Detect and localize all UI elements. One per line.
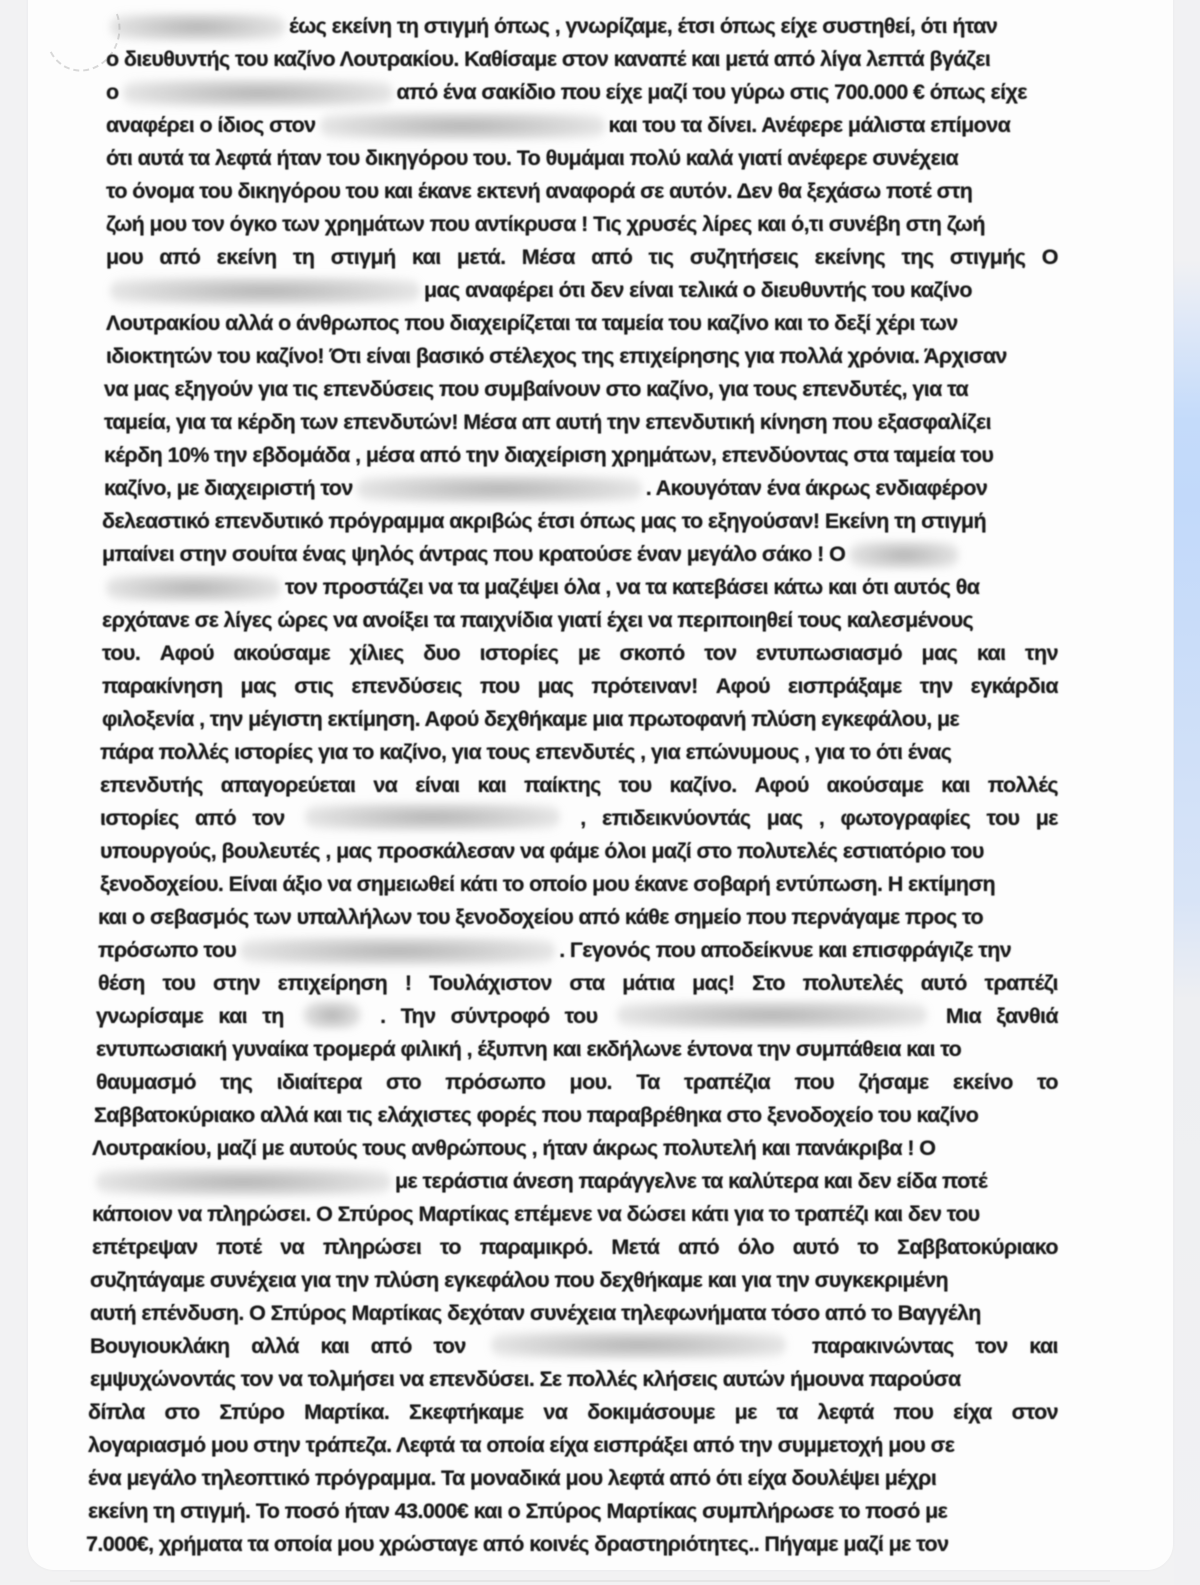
text-segment: εντυπωσιακή γυναίκα τρομερά φιλική , έξυπνη και εκδήλωνε έντονα την συμπάθεια και το	[96, 1037, 962, 1061]
text-line	[98, 968, 1058, 998]
text-word: επιχείρηση	[277, 971, 388, 995]
text-word: δοκιμάσουμε	[587, 1400, 715, 1424]
text-word: που	[479, 674, 520, 698]
text-segment: ερχότανε σε λίγες ώρες να ανοίξει τα παιχνίδια γιατί έχει να περιποιηθεί τους καλεσμένους	[102, 608, 974, 632]
text-word: Τουλάχιστον	[429, 971, 552, 995]
text-segment: Λουτρακίου αλλά ο άνθρωπος που διαχειρίζεται τα ταμεία του καζίνο και το δεξί χέρι των	[106, 311, 958, 335]
text-segment: από ένα σακίδιο που είχε μαζί του γύρω στις 700.000 € όπως είχε	[396, 80, 1027, 104]
redacted-name	[305, 803, 560, 831]
text-segment: ξενοδοχείου. Είναι άξιο να σημειωθεί κάτι το οποίο μου έκανε σοβαρή εντύπωση. Η εκτίμηση	[100, 872, 996, 896]
text-word: όλο	[737, 1235, 774, 1259]
redacted-name	[320, 112, 605, 140]
text-segment: αυτή επένδυση. Ο Σπύρος Μαρτίκας δεχόταν συνέχεια τηλεφωνήματα τόσο από το Βαγγέλη	[90, 1301, 981, 1325]
text-line	[100, 803, 1058, 833]
text-word: επενδύσεις	[351, 674, 462, 698]
redacted-name	[849, 541, 959, 569]
text-segment: και του τα δίνει. Ανέφερε μάλιστα επίμονα	[608, 113, 1011, 137]
text-word: !	[404, 971, 412, 995]
text-word: τον	[975, 1334, 1008, 1358]
text-word: Μετά	[611, 1235, 660, 1259]
text-line	[90, 1331, 1058, 1361]
text-word: μας	[921, 641, 958, 665]
text-word: παίκτης	[524, 773, 601, 797]
redacted-name	[303, 1001, 361, 1029]
text-segment: εκείνη τη στιγμή. Το ποσό ήταν 43.000€ και ο Σπύρος Μαρτίκας συμπλήρωσε το ποσό με	[88, 1499, 948, 1523]
text-line	[100, 770, 1058, 800]
document-card	[28, 0, 1173, 1570]
text-word: της	[220, 1070, 253, 1094]
text-line	[92, 1232, 1058, 1262]
text-line	[92, 1133, 1058, 1163]
text-segment: ο	[106, 80, 119, 104]
text-word: θέση	[98, 971, 145, 995]
text-word: μου	[106, 245, 144, 269]
divider	[70, 1580, 1110, 1582]
text-word: καζίνο.	[669, 773, 737, 797]
text-word: της	[901, 245, 934, 269]
text-word: Μέσα	[521, 245, 575, 269]
redacted-name	[617, 1001, 927, 1029]
text-word: πρόσωπο	[445, 1070, 546, 1094]
text-word: στο	[385, 1070, 422, 1094]
text-word: ξανθιά	[996, 1004, 1058, 1028]
text-word: που	[893, 1400, 934, 1424]
text-word: ,	[580, 806, 586, 830]
text-word: στα	[569, 971, 605, 995]
text-segment: ότι αυτά τα λεφτά ήταν του δικηγόρου του. Το θυμάμαι πολύ καλά γιατί ανέφερε συνέχεια	[106, 146, 959, 170]
text-segment: πρόσωπο του	[98, 938, 237, 962]
text-word: επενδυτής	[100, 773, 203, 797]
text-word: τη	[262, 1004, 284, 1028]
text-line	[106, 341, 1058, 371]
text-segment: Λουτρακίου, μαζί με αυτούς τους ανθρώπους , ήταν άκρως πολυτελή και πανάκριβα ! Ο	[92, 1136, 936, 1160]
text-word: σύντροφό	[450, 1004, 550, 1028]
text-word: Σπύρο	[219, 1400, 285, 1424]
text-segment: ένα μεγάλο τηλεοπτικό πρόγραμμα. Τα μοναδικά μου λεφτά από ότι είχα δουλέψει μέχρι	[88, 1466, 937, 1490]
text-line	[100, 869, 1058, 899]
text-line	[98, 935, 1058, 965]
text-word: ιδιαίτερα	[276, 1070, 362, 1094]
text-word: ακούσαμε	[233, 641, 331, 665]
text-line	[88, 1496, 1058, 1526]
text-segment: το όνομα του δικηγόρου του και έκανε εκτενή αναφορά σε αυτόν. Δεν θα ξεχάσω ποτέ στη	[106, 179, 973, 203]
text-word: του	[162, 971, 196, 995]
text-word: Μαρτίκα.	[304, 1400, 390, 1424]
text-word: να	[543, 1400, 568, 1424]
text-line	[92, 1166, 1058, 1196]
text-word: ,	[818, 806, 825, 830]
text-segment: να μας εξηγούν για τις επενδύσεις που συμβαίνουν στο καζίνο, για τους επενδυτές, για τα	[104, 377, 969, 401]
text-word: ακούσαμε	[826, 773, 924, 797]
text-segment: πάρα πολλές ιστορίες για το καζίνο, για τους επενδυτές , για επώνυμους , για το ότι ένας	[100, 740, 952, 764]
redacted-name	[240, 937, 555, 965]
text-segment: κάποιον να πληρώσει. Ο Σπύρος Μαρτίκας επέμενε να δώσει κάτι για το τραπέζι και δεν του	[92, 1202, 980, 1226]
text-line	[106, 242, 1058, 272]
text-segment: εμψυχώνοντάς τον να τολμήσει να επενδύσει. Σε πολλές κλήσεις αυτών ήμουνα παρούσα	[90, 1367, 961, 1391]
text-word: στιγμής	[949, 245, 1026, 269]
text-word: μας!	[692, 971, 735, 995]
text-word: Αφού	[159, 641, 214, 665]
text-word: αυτό	[920, 971, 967, 995]
text-segment: ταμεία, για τα κέρδη των επενδυτών! Μέσα απ αυτή την επενδυτική κίνηση που εξασφαλίζει	[104, 410, 991, 434]
text-word: εισπράξαμε	[787, 674, 902, 698]
text-word: γνωρίσαμε	[96, 1004, 204, 1028]
text-line	[94, 1100, 1058, 1130]
text-word: παρακινώντας	[811, 1334, 954, 1358]
text-word: από	[678, 1235, 720, 1259]
text-word: το	[1037, 1070, 1058, 1094]
text-word: αλλά	[251, 1334, 299, 1358]
text-word: Σαββατοκύριακο	[897, 1235, 1058, 1259]
text-word: που	[794, 1070, 835, 1094]
text-word: να	[280, 1235, 305, 1259]
text-segment: καζίνο, με διαχειριστή τον	[104, 476, 353, 500]
text-line	[102, 506, 1058, 536]
text-word: και	[320, 1334, 350, 1358]
text-word: να	[373, 773, 398, 797]
text-word: την	[919, 674, 953, 698]
text-segment: . Γεγονός που αποδείκνυε και επισφράγιζε την	[559, 938, 1012, 962]
text-word: του	[618, 773, 652, 797]
text-line	[102, 572, 1058, 602]
text-word: ζήσαμε	[858, 1070, 929, 1094]
text-segment: και ο σεβασμός των υπαλλήλων του ξενοδοχείου από κάθε σημείο που περνάγαμε προς το	[98, 905, 983, 929]
redacted-name	[106, 574, 281, 602]
text-segment: ο διευθυντής του καζίνο Λουτρακίου. Καθίσαμε στον καναπέ και μετά από λίγα λεπτά βγάζει	[106, 47, 991, 71]
text-word: εντυπωσιασμό	[756, 641, 903, 665]
text-segment: αναφέρει ο ίδιος στον	[106, 113, 316, 137]
text-word: Μια	[945, 1004, 982, 1028]
text-word: Αφού	[715, 674, 770, 698]
text-word: του	[564, 1004, 598, 1028]
text-segment: φιλοξενία , την μέγιστη εκτίμηση. Αφού δεχθήκαμε μια πρωτοφανή πλύση εγκεφάλου, με	[102, 707, 960, 731]
text-word: στιγμή	[330, 245, 396, 269]
text-word: και	[411, 245, 441, 269]
redacted-name	[110, 13, 285, 41]
text-word: Βουγιουκλάκη	[90, 1334, 230, 1358]
text-word: θαυμασμό	[96, 1070, 196, 1094]
text-line	[102, 638, 1058, 668]
text-segment: λογαριασμό μου στην τράπεζα. Λεφτά τα οποία είχα εισπράξει από την συμμετοχή μου σε	[88, 1433, 955, 1457]
text-word: πληρώσει	[322, 1235, 422, 1259]
text-segment: δελεαστικό επενδυτικό πρόγραμμα ακριβώς έτσι όπως μας το εξηγούσαν! Εκείνη τη στιγμή	[102, 509, 987, 533]
text-line	[106, 275, 1058, 305]
text-word: απαγορεύεται	[220, 773, 356, 797]
text-segment: μπαίνει στην σουίτα ένας ψηλός άντρας που κρατούσε έναν μεγάλο σάκο ! Ο	[102, 542, 846, 566]
text-line	[90, 1298, 1058, 1328]
text-word: Αφού	[754, 773, 809, 797]
text-line	[90, 1265, 1058, 1295]
text-word: ιστορίες	[479, 641, 559, 665]
text-word: πρότειναν!	[591, 674, 698, 698]
text-line	[102, 671, 1058, 701]
text-word: εκείνης	[814, 245, 886, 269]
text-word: και	[1029, 1334, 1058, 1358]
text-line	[96, 1034, 1058, 1064]
text-word: Σκεφτήκαμε	[409, 1400, 524, 1424]
redacted-name	[357, 475, 642, 503]
text-word: δυο	[423, 641, 461, 665]
text-line	[86, 1529, 1058, 1559]
text-segment: Σαββατοκύριακο αλλά και τις ελάχιστες φορές που παραβρέθηκα στο ξενοδοχείο του καζίνο	[94, 1103, 979, 1127]
text-word: στον	[1011, 1400, 1058, 1424]
text-word: από	[370, 1334, 412, 1358]
text-word: και	[218, 1004, 248, 1028]
text-word: είχα	[953, 1400, 992, 1424]
text-line	[106, 77, 1058, 107]
text-line	[88, 1397, 1058, 1427]
text-segment: . Ακουγόταν ένα άκρως ενδιαφέρον	[645, 476, 988, 500]
text-word: χίλιες	[349, 641, 404, 665]
text-word: μου.	[569, 1070, 612, 1094]
text-word: από	[195, 806, 237, 830]
text-segment: με τεράστια άνεση παράγγελνε τα καλύτερα και δεν είδα ποτέ	[395, 1169, 988, 1193]
text-word: εγκάρδια	[970, 674, 1058, 698]
text-segment: ζωή μου τον όγκο των χρημάτων που αντίκρυσα ! Τις χρυσές λίρες και ό,τι συνέβη στη ζωή	[106, 212, 985, 236]
text-word: Την	[400, 1004, 436, 1028]
text-word: Ο	[1041, 245, 1058, 269]
text-word: συζητήσεις	[689, 245, 799, 269]
text-word: μας	[240, 674, 277, 698]
text-line	[98, 902, 1058, 932]
text-word: σκοπό	[619, 641, 685, 665]
text-line	[106, 11, 1058, 41]
text-segment: μας αναφέρει ότι δεν είναι τελικά ο διευθυντής του καζίνο	[424, 278, 972, 302]
text-word: μάτια	[622, 971, 675, 995]
text-word: και	[477, 773, 507, 797]
text-word: λεφτά	[817, 1400, 874, 1424]
text-word: ιστορίες	[100, 806, 179, 830]
text-word: τραπέζι	[984, 971, 1058, 995]
text-word: την	[1025, 641, 1058, 665]
text-line	[104, 407, 1058, 437]
text-line	[102, 704, 1058, 734]
text-line	[100, 836, 1058, 866]
text-line	[102, 539, 1058, 569]
text-segment: υπουργούς, βουλευτές , μας προσκάλεσαν να φάμε όλοι μαζί στο πολυτελές εστιατόριο του	[100, 839, 984, 863]
text-word: από	[591, 245, 633, 269]
side-accent-strip	[1174, 0, 1200, 1585]
text-word: επέτρεψαν	[92, 1235, 198, 1259]
text-line	[104, 440, 1058, 470]
text-line	[96, 1067, 1058, 1097]
redacted-name	[96, 1168, 391, 1196]
text-word: στο	[164, 1400, 200, 1424]
text-word: μας	[537, 674, 574, 698]
text-segment: 7.000€, χρήματα τα οποία μου χρώσταγε από κοινές δραστηριότητες.. Πήγαμε μαζί με τον	[86, 1532, 949, 1556]
text-word: του.	[102, 641, 141, 665]
text-word: επιδεικνύοντάς	[602, 806, 751, 830]
text-line	[102, 605, 1058, 635]
text-line	[100, 737, 1058, 767]
text-word: είναι	[415, 773, 460, 797]
text-word: τραπέζια	[684, 1070, 771, 1094]
text-line	[106, 209, 1058, 239]
text-word: μετά.	[456, 245, 506, 269]
text-word: τις	[648, 245, 674, 269]
text-line	[88, 1430, 1058, 1460]
text-word: εκείνο	[952, 1070, 1013, 1094]
text-word: το	[857, 1235, 879, 1259]
text-line	[106, 308, 1058, 338]
text-word: το	[439, 1235, 461, 1259]
text-word: και	[941, 773, 970, 797]
text-word: ποτέ	[216, 1235, 262, 1259]
text-line	[104, 374, 1058, 404]
text-word: με	[577, 641, 600, 665]
text-word: με	[734, 1400, 757, 1424]
text-word: πολλές	[987, 773, 1058, 797]
text-segment: τον προστάζει να τα μαζέψει όλα , να τα κατεβάσει κάτω και ότι αυτός θα	[285, 575, 980, 599]
text-word: παραμικρό.	[479, 1235, 593, 1259]
text-word: με	[1035, 806, 1058, 830]
text-word: εκείνη	[216, 245, 277, 269]
text-word: του	[986, 806, 1020, 830]
text-line	[88, 1463, 1058, 1493]
text-word: Στο	[752, 971, 785, 995]
redacted-name	[123, 79, 393, 107]
text-line	[90, 1364, 1058, 1394]
text-word: πολυτελές	[802, 971, 904, 995]
text-segment: κέρδη 10% την εβδομάδα , μέσα από την διαχείριση χρημάτων, επενδύοντας στα ταμεία του	[104, 443, 994, 467]
text-word: τον	[704, 641, 737, 665]
text-word: μας	[766, 806, 803, 830]
redacted-name	[491, 1331, 786, 1359]
text-word: τον	[252, 806, 285, 830]
redacted-name	[110, 277, 420, 305]
text-line	[106, 110, 1058, 140]
text-line	[104, 473, 1058, 503]
text-word: στην	[212, 971, 260, 995]
text-word: τη	[292, 245, 315, 269]
text-word: τον	[433, 1334, 466, 1358]
text-line	[106, 143, 1058, 173]
text-line	[92, 1199, 1058, 1229]
text-word: αυτό	[792, 1235, 839, 1259]
text-line	[106, 44, 1058, 74]
text-word: Τα	[636, 1070, 660, 1094]
text-word: τα	[776, 1400, 798, 1424]
text-word: δίπλα	[88, 1400, 145, 1424]
text-segment: συζητάγαμε συνέχεια για την πλύση εγκεφάλου που δεχθήκαμε και για την συγκεκριμένη	[90, 1268, 949, 1292]
text-line	[96, 1001, 1058, 1031]
text-line	[106, 176, 1058, 206]
text-word: .	[380, 1004, 386, 1028]
text-word: παρακίνηση	[102, 674, 223, 698]
text-word: από	[159, 245, 201, 269]
text-word: στις	[294, 674, 334, 698]
text-segment: έως εκείνη τη στιγμή όπως , γνωρίζαμε, έτσι όπως είχε συστηθεί, ότι ήταν	[289, 14, 998, 38]
text-segment: ιδιοκτητών του καζίνο! Ότι είναι βασικό στέλεχος της επιχείρησης για πολλά χρόνια. Άρχισαν	[106, 344, 1007, 368]
text-word: και	[976, 641, 1006, 665]
text-word: φωτογραφίες	[840, 806, 971, 830]
